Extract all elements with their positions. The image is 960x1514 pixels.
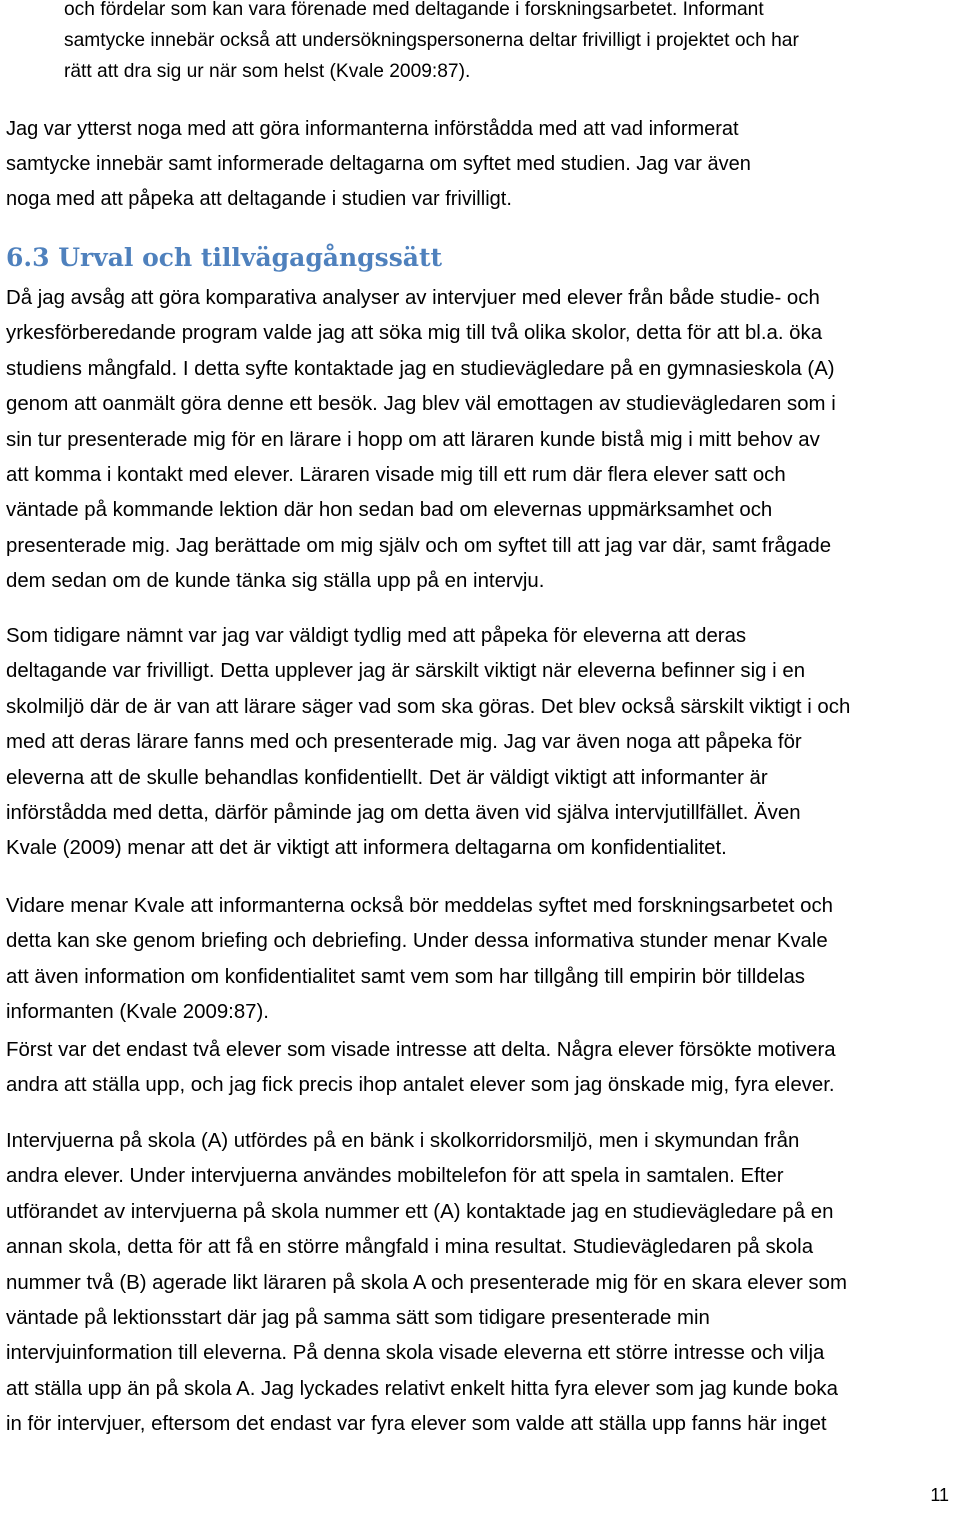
text-line: utförandet av intervjuerna på skola nummer ett (A) kontaktade jag en studievägledare på en [6, 1200, 834, 1223]
text-line: annan skola, detta för att få en större mångfald i mina resultat. Studievägledaren på skola [6, 1236, 814, 1259]
text-line: skolmiljö där de är van att lärare säger vad som ska göras. Det blev också särskilt viktigt i och [6, 695, 851, 718]
text-line: och fördelar som kan vara förenade med deltagande i forskningsarbetet. Informant [64, 0, 764, 20]
text-line: Vidare menar Kvale att informanterna också bör meddelas syftet med forskningsarbetet och [6, 895, 834, 917]
text-line: Då jag avsåg att göra komparativa analyser av intervjuer med elever från både studie- och [6, 287, 820, 309]
text-line: väntade på lektionsstart där jag på samma sätt som tidigare presenterade min [6, 1306, 710, 1329]
text-line: att ställa upp än på skola A. Jag lyckades relativt enkelt hitta fyra elever som jag kunde boka [6, 1377, 838, 1400]
text-line: dem sedan om de kunde tänka sig ställa upp på en intervju. [6, 570, 545, 593]
section-heading: 6.3 Urval och tillvägagångssätt [6, 243, 443, 272]
paragraph-selection [6, 281, 956, 600]
text-line: noga med att påpeka att deltagande i studien var frivilligt. [6, 188, 512, 210]
text-line: genom att oanmält göra denne ett besök. Jag blev väl emottagen av studievägledaren som i [6, 393, 836, 416]
text-line: Intervjuerna på skola (A) utfördes på en bänk i skolkorridorsmiljö, men i skymundan från [6, 1130, 800, 1152]
text-line: Som tidigare nämnt var jag var väldigt tydlig med att påpeka för eleverna att deras [6, 625, 747, 647]
text-line: sin tur presenterade mig för en lärare i hopp om att läraren kunde bistå mig i mitt behov av [6, 428, 820, 451]
text-line: presenterade mig. Jag berättade om mig själv och om syftet till att jag var där, samt frågade [6, 534, 832, 557]
text-line: detta kan ske genom briefing och debriefing. Under dessa informativa stunder menar Kvale [6, 930, 828, 953]
text-line: in för intervjuer, eftersom det endast var fyra elever som valde att ställa upp fanns här inget [6, 1413, 827, 1436]
text-line: informanten (Kvale 2009:87). [6, 1001, 269, 1024]
text-line: samtycke innebär också att undersökningspersonerna deltar frivilligt i projektet och har [64, 30, 799, 51]
text-line: Jag var ytterst noga med att göra informanterna införstådda med att vad informerat [6, 118, 739, 140]
paragraph-participants [6, 1033, 956, 1104]
text-line: intervjuinformation till eleverna. På denna skola visade eleverna ett större intresse och vilja [6, 1342, 825, 1365]
text-line: att även information om konfidentialitet samt vem som har tillgång till empirin bör tilldelas [6, 965, 805, 988]
paragraph-voluntary [6, 619, 956, 867]
text-line: rätt att dra sig ur när som helst (Kvale 2009:87). [64, 61, 471, 82]
text-line: studiens mångfald. I detta syfte kontaktade jag en studievägledare på en gymnasieskola (A) [6, 357, 835, 380]
text-line: Kvale (2009) menar att det är viktigt att informera deltagarna om konfidentialitet. [6, 837, 727, 860]
text-line: samtycke innebär samt informerade deltagarna om syftet med studien. Jag var även [6, 153, 751, 175]
text-line: andra att ställa upp, och jag fick precis ihop antalet elever som jag önskade mig, fyra elever. [6, 1074, 835, 1097]
text-line: eleverna att de skulle behandlas konfidentiellt. Det är väldigt viktigt att informanter är [6, 766, 768, 789]
text-line: andra elever. Under intervjuerna användes mobiltelefon för att spela in samtalen. Efter [6, 1165, 784, 1188]
text-line: nummer två (B) agerade likt läraren på skola A och presenterade mig för en skara elever som [6, 1271, 847, 1294]
text-line: väntade på kommande lektion där hon sedan bad om elevernas uppmärksamhet och [6, 499, 773, 522]
paragraph-informed-consent [6, 112, 956, 217]
page-number: 11 [930, 1485, 949, 1505]
text-line: med att deras lärare fanns med och presenterade mig. Jag var även noga att påpeka för [6, 731, 802, 754]
paragraph-briefing [6, 889, 956, 1031]
text-line: införstådda med detta, därför påminde jag om detta även vid själva intervjutillfället. Även [6, 801, 801, 824]
text-line: att komma i kontakt med elever. Läraren visade mig till ett rum där flera elever satt och [6, 463, 786, 486]
text-line: Först var det endast två elever som visade intresse att delta. Några elever försökte motivera [6, 1039, 836, 1061]
paragraph-interviews [6, 1124, 956, 1443]
text-line: deltagande var frivilligt. Detta upplever jag är särskilt viktigt när eleverna befinner sig i en [6, 660, 806, 683]
text-line: yrkesförberedande program valde jag att söka mig till två olika skolor, detta för att bl.a. öka [6, 322, 823, 345]
quote-block [64, 0, 944, 87]
